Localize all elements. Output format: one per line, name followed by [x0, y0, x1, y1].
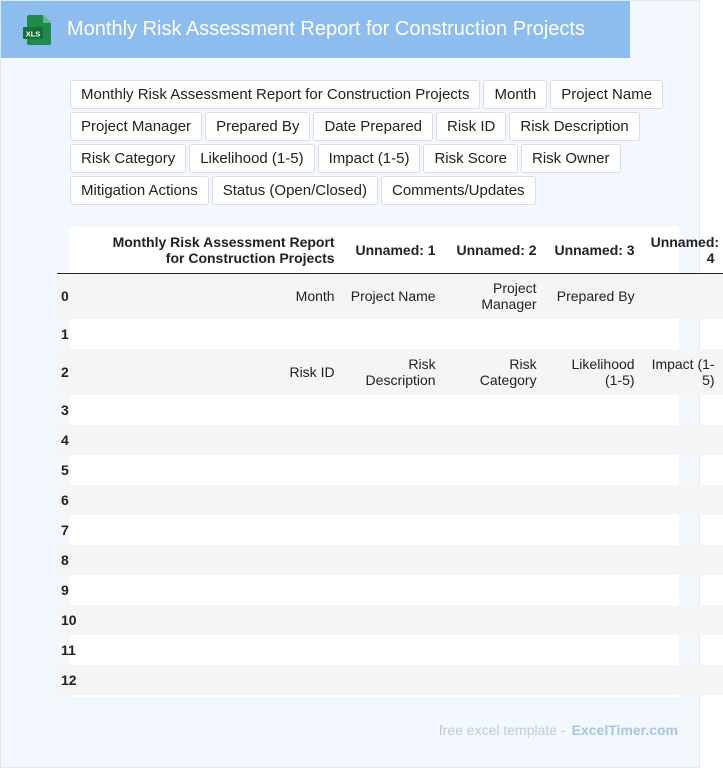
table-cell — [545, 545, 643, 575]
row-index: 6 — [57, 485, 85, 515]
table-cell — [545, 395, 643, 425]
table-cell — [85, 455, 343, 485]
table-cell — [643, 545, 723, 575]
table-cell — [444, 665, 545, 695]
table-row — [57, 665, 723, 695]
page-header — [1, 1, 630, 58]
table-cell — [643, 395, 723, 425]
table-cell — [643, 455, 723, 485]
table-cell — [643, 575, 723, 605]
table-cell — [444, 635, 545, 665]
row-index: 1 — [61, 326, 69, 342]
table-cell: Project Name — [343, 273, 444, 319]
column-header: Monthly Risk Assessment Report for Construction Projects — [85, 227, 343, 273]
table-cell: Prepared By — [545, 273, 643, 319]
table-cell — [545, 319, 643, 349]
table-cell — [444, 485, 545, 515]
row-index: 2 — [57, 349, 85, 395]
table-cell — [444, 319, 545, 349]
table-row — [57, 425, 723, 455]
footer-brand-link[interactable]: ExcelTimer.com — [571, 722, 678, 738]
table-row — [57, 319, 723, 349]
table-cell — [444, 545, 545, 575]
table-cell — [85, 425, 343, 455]
table-cell — [343, 395, 444, 425]
table-cell — [85, 485, 343, 515]
row-index: 9 — [61, 582, 69, 598]
table-cell — [545, 425, 643, 455]
data-table-container[interactable] — [61, 227, 720, 697]
table-cell: Risk Description — [343, 349, 444, 395]
table-cell — [343, 545, 444, 575]
table-cell — [444, 395, 545, 425]
table-cell — [85, 665, 343, 695]
column-tag[interactable]: Comments/Updates — [381, 176, 536, 205]
column-tag[interactable]: Risk Category — [70, 144, 186, 173]
table-cell — [545, 665, 643, 695]
column-tag[interactable]: Project Name — [550, 80, 663, 109]
table-cell — [643, 485, 723, 515]
table-cell — [643, 665, 723, 695]
table-cell — [343, 319, 444, 349]
table-cell — [444, 515, 545, 545]
table-cell — [545, 485, 643, 515]
column-header: Unnamed: 4 — [643, 227, 723, 273]
table-cell: Impact (1-5) — [643, 349, 723, 395]
column-tag[interactable]: Risk Owner — [521, 144, 621, 173]
column-tag[interactable]: Project Manager — [70, 112, 202, 141]
table-cell — [85, 545, 343, 575]
table-cell — [643, 605, 723, 635]
table-cell — [85, 575, 343, 605]
table-cell — [545, 605, 643, 635]
row-index: 10 — [57, 605, 85, 635]
table-cell — [643, 319, 723, 349]
table-row — [57, 575, 723, 605]
row-index: 0 — [57, 273, 85, 319]
column-tag[interactable]: Risk ID — [436, 112, 506, 141]
table-cell — [444, 575, 545, 605]
row-index: 11 — [61, 642, 76, 658]
row-index: 4 — [57, 425, 85, 455]
table-row — [57, 349, 723, 395]
table-cell — [85, 319, 343, 349]
table-row — [57, 635, 723, 665]
table-cell — [643, 273, 723, 319]
column-tag[interactable]: Month — [483, 80, 547, 109]
table-cell — [85, 515, 343, 545]
table-cell — [643, 515, 723, 545]
column-tag[interactable]: Risk Score — [423, 144, 518, 173]
table-cell — [343, 605, 444, 635]
table-cell — [545, 455, 643, 485]
table-cell — [444, 455, 545, 485]
table-cell — [643, 635, 723, 665]
table-row — [57, 515, 723, 545]
column-tag[interactable]: Likelihood (1-5) — [189, 144, 314, 173]
column-tag[interactable]: Risk Description — [509, 112, 639, 141]
column-tag-list — [70, 80, 680, 208]
row-index: 5 — [61, 462, 69, 478]
table-cell — [343, 425, 444, 455]
table-cell: Risk ID — [85, 349, 343, 395]
table-cell — [85, 635, 343, 665]
row-index: 3 — [61, 402, 69, 418]
column-header: Unnamed: 3 — [545, 227, 643, 273]
table-row — [57, 455, 723, 485]
column-header — [57, 227, 85, 273]
table-cell — [444, 605, 545, 635]
table-cell: Month — [85, 273, 343, 319]
column-tag[interactable]: Prepared By — [205, 112, 310, 141]
table-row — [57, 273, 723, 319]
footer-credit — [439, 722, 678, 738]
table-row — [57, 545, 723, 575]
column-tag[interactable]: Monthly Risk Assessment Report for Construction Projects — [70, 80, 480, 109]
table-row — [57, 485, 723, 515]
table-header-row — [57, 227, 723, 273]
table-cell — [343, 575, 444, 605]
xls-file-icon — [23, 15, 51, 45]
row-index: 12 — [57, 665, 85, 695]
column-tag[interactable]: Status (Open/Closed) — [212, 176, 378, 205]
data-table — [57, 227, 723, 695]
column-tag[interactable]: Date Prepared — [313, 112, 433, 141]
footer-prefix: free excel template - — [438, 722, 566, 738]
table-cell — [545, 575, 643, 605]
table-cell — [85, 395, 343, 425]
column-header: Unnamed: 1 — [343, 227, 444, 273]
column-tag[interactable]: Impact (1-5) — [318, 144, 421, 173]
table-cell — [343, 665, 444, 695]
table-cell — [343, 635, 444, 665]
table-cell: Likelihood (1-5) — [545, 349, 643, 395]
table-cell — [343, 485, 444, 515]
page-title: Monthly Risk Assessment Report for Construction Projects — [67, 18, 585, 40]
table-row — [57, 605, 723, 635]
table-cell — [643, 425, 723, 455]
row-index: 7 — [61, 522, 69, 538]
table-cell — [545, 515, 643, 545]
xls-icon-label: XLS — [25, 29, 41, 39]
column-tag[interactable]: Mitigation Actions — [70, 176, 209, 205]
table-cell: Risk Category — [444, 349, 545, 395]
table-cell — [343, 455, 444, 485]
row-index: 8 — [57, 545, 85, 575]
column-header: Unnamed: 2 — [444, 227, 545, 273]
table-row — [57, 395, 723, 425]
table-cell — [343, 515, 444, 545]
table-cell: Project Manager — [444, 273, 545, 319]
table-cell — [545, 635, 643, 665]
table-cell — [85, 605, 343, 635]
table-cell — [444, 425, 545, 455]
